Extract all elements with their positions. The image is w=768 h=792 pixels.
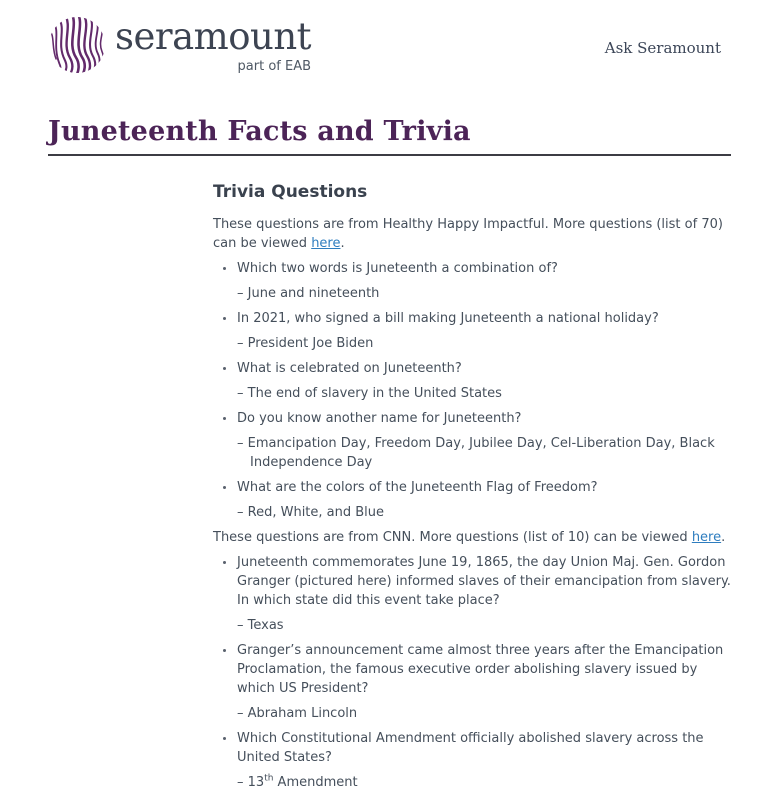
trivia-question: Which two words is Juneteenth a combination of? bbox=[237, 261, 558, 276]
answer-text: – Texas bbox=[237, 618, 284, 633]
trivia-answer bbox=[237, 503, 731, 522]
trivia-list-1 bbox=[213, 259, 731, 522]
answer-text: – President Joe Biden bbox=[237, 336, 374, 351]
trivia-item bbox=[237, 309, 731, 353]
trivia-question: Juneteenth commemorates June 19, 1865, the day Union Maj. Gen. Gordon Granger (pictured here) informed slaves of their emancipation from slavery. In which state did this event take place? bbox=[237, 555, 731, 608]
trivia-question: In 2021, who signed a bill making Juneteenth a national holiday? bbox=[237, 311, 659, 326]
here-link-2[interactable]: here bbox=[691, 530, 722, 545]
trivia-answer bbox=[237, 284, 731, 303]
page-header bbox=[0, 0, 768, 74]
logo-tagline: part of EAB bbox=[237, 59, 312, 74]
intro-2-suffix: . bbox=[721, 530, 726, 545]
answer-sup: th bbox=[264, 773, 274, 784]
intro-1-text: These questions are from Healthy Happy Impactful. More questions (list of 70) can be viewed bbox=[213, 217, 723, 251]
page-title: Juneteenth Facts and Trivia bbox=[48, 116, 471, 147]
source-intro-2 bbox=[213, 528, 731, 547]
answer-text: – June and nineteenth bbox=[237, 286, 380, 301]
here-link-1[interactable]: here bbox=[311, 236, 341, 251]
trivia-question: Do you know another name for Juneteenth? bbox=[237, 411, 522, 426]
answer-text: – 13 bbox=[237, 775, 265, 790]
seramount-wordmark: seramount bbox=[115, 15, 312, 58]
answer-text: – Abraham Lincoln bbox=[237, 706, 358, 721]
answer-text: – Red, White, and Blue bbox=[237, 505, 385, 520]
seramount-swirl-icon bbox=[48, 16, 106, 74]
main-content bbox=[0, 117, 768, 792]
trivia-answer bbox=[237, 384, 731, 403]
section-heading: Trivia Questions bbox=[213, 182, 368, 202]
trivia-question: Granger’s announcement came almost three years after the Emancipation Proclamation, the famous executive order abolishing slavery issued by which US President? bbox=[237, 643, 724, 696]
ask-seramount-link[interactable]: Ask Seramount bbox=[604, 39, 721, 57]
trivia-item bbox=[237, 478, 731, 522]
trivia-question: Which Constitutional Amendment officially abolished slavery across the United States? bbox=[237, 731, 704, 765]
trivia-item bbox=[237, 729, 731, 792]
trivia-item bbox=[237, 641, 731, 723]
trivia-answer bbox=[237, 334, 731, 353]
trivia-question: What is celebrated on Juneteenth? bbox=[237, 361, 462, 376]
trivia-list-2 bbox=[213, 553, 731, 792]
trivia-question: What are the colors of the Juneteenth Flag of Freedom? bbox=[237, 480, 598, 495]
trivia-item bbox=[237, 259, 731, 303]
trivia-item bbox=[237, 359, 731, 403]
trivia-item bbox=[237, 553, 731, 635]
seramount-logo[interactable] bbox=[48, 16, 311, 74]
source-intro-1 bbox=[213, 215, 731, 253]
intro-2-text: These questions are from CNN. More questions (list of 10) can be viewed bbox=[213, 530, 692, 545]
logo-text bbox=[115, 16, 311, 74]
trivia-answer bbox=[237, 616, 731, 635]
answer-rest: Amendment bbox=[273, 775, 358, 790]
title-divider bbox=[48, 154, 731, 156]
article-body bbox=[213, 182, 731, 792]
answer-text: – Emancipation Day, Freedom Day, Jubilee Day, Cel-Liberation Day, Black Independence Day bbox=[237, 436, 715, 470]
trivia-answer bbox=[237, 704, 731, 723]
answer-text: – The end of slavery in the United States bbox=[237, 386, 502, 401]
trivia-item bbox=[237, 409, 731, 472]
intro-1-suffix: . bbox=[340, 236, 345, 251]
trivia-answer bbox=[237, 434, 731, 472]
trivia-answer bbox=[237, 773, 731, 792]
